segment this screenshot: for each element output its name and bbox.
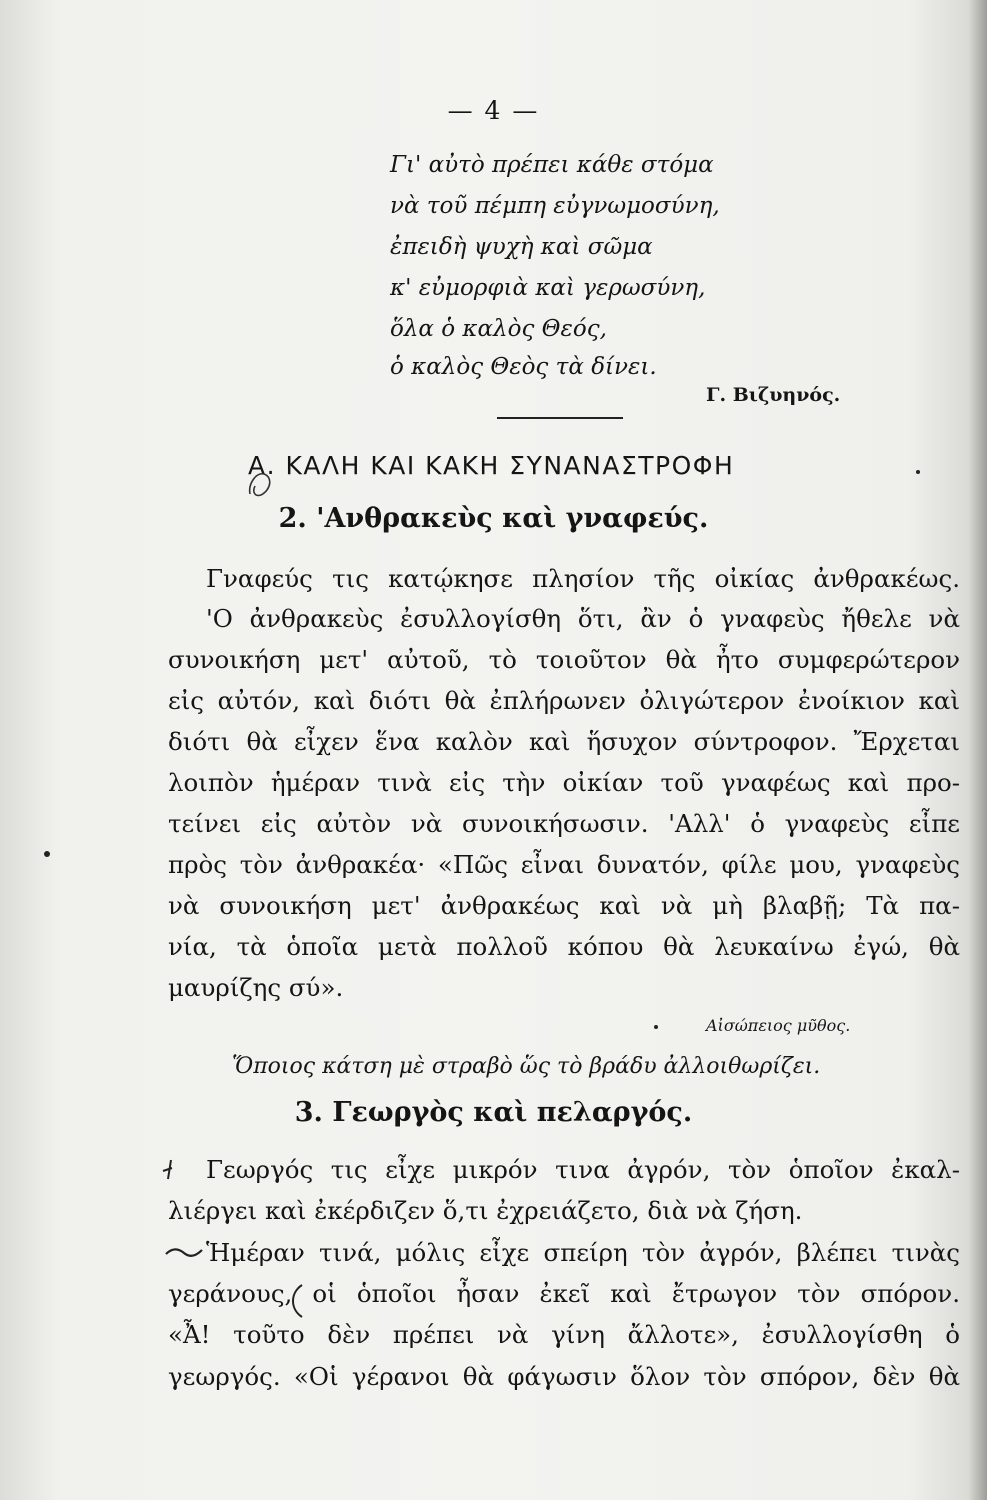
- pencil-mark-icon: [160, 1157, 182, 1181]
- poem-line: Γι' αὐτὸ πρέπει κάθε στόμα: [390, 152, 714, 178]
- story-title: 3. Γεωργὸς καὶ πελαργός.: [294, 1097, 693, 1128]
- poem-line: ἐπειδὴ ψυχὴ καὶ σῶμα: [390, 234, 653, 260]
- text-line: εἰς αὐτόν, καὶ διότι θὰ ἐπλήρωνεν ὀλιγώτερον ἐνοίκιον καὶ: [168, 686, 960, 715]
- text-line: μαυρίζης σύ».: [168, 973, 344, 1002]
- poem-line: νὰ τοῦ πέμπη εὐγνωμοσύνη,: [390, 193, 720, 219]
- text-line: γεράνους, οἱ ὁποῖοι ἦσαν ἐκεῖ καὶ ἔτρωγον τὸν σπόρον.: [168, 1279, 960, 1308]
- story-title: 2. 'Ανθρακεὺς καὶ γναφεύς.: [278, 503, 709, 534]
- section-heading: Α. ΚΑΛΗ ΚΑΙ ΚΑΚΗ ΣΥΝΑΝΑΣΤΡΟΦΗ: [248, 451, 735, 480]
- text-line: νὰ συνοικήση μετ' ἀνθρακέως καὶ νὰ μὴ βλαβῇ; Τὰ πα-: [168, 891, 960, 920]
- text-line: Γναφεύς τις κατῴκησε πλησίον τῆς οἰκίας ἀνθρακέως.: [206, 564, 960, 593]
- text-line: λοιπὸν ἡμέραν τινὰ εἰς τὴν οἰκίαν τοῦ γναφέως καὶ προ-: [168, 768, 960, 797]
- page-number: — 4 —: [447, 96, 540, 125]
- poem-line: κ' εὐμορφιὰ καὶ γερωσύνη,: [390, 275, 706, 301]
- story-source: Αἰσώπειος μῦθος.: [706, 1016, 851, 1035]
- ink-speck-icon: [654, 1025, 658, 1029]
- text-line: νία, τὰ ὁποῖα μετὰ πολλοῦ κόπου θὰ λευκαίνω ἐγώ, θὰ: [168, 932, 960, 961]
- poem-line: ὁ καλὸς Θεὸς τὰ δίνει.: [390, 354, 657, 380]
- section-divider: [497, 417, 623, 419]
- pencil-bracket-icon: [286, 1283, 306, 1319]
- text-line: Γεωργός τις εἶχε μικρόν τινα ἀγρόν, τὸν ὁποῖον ἐκαλ-: [206, 1155, 960, 1184]
- text-line: γεωργός. «Οἱ γέρανοι θὰ φάγωσιν ὅλον τὸν σπόρον, δὲν θὰ: [168, 1362, 960, 1391]
- proverb: Ὅποιος κάτση μὲ στραβὸ ὥς τὸ βράδυ ἀλλοιθωρίζει.: [232, 1054, 821, 1079]
- pencil-arrow-icon: [164, 1244, 204, 1262]
- text-line: 'Ο ἀνθρακεὺς ἐσυλλογίσθη ὅτι, ἂν ὁ γναφεὺς ἤθελε νὰ: [206, 604, 960, 633]
- ink-speck-icon: [44, 851, 50, 857]
- text-line: «Ἆ! τοῦτο δὲν πρέπει νὰ γίνη ἄλλοτε», ἐσυλλογίσθη ὁ: [168, 1320, 960, 1349]
- ink-speck-icon: [916, 470, 920, 474]
- text-line: πρὸς τὸν ἀνθρακέα· «Πῶς εἶναι δυνατόν, φίλε μου, γναφεὺς: [168, 850, 960, 879]
- poem-author: Γ. Βιζυηνός.: [706, 384, 841, 406]
- pencil-scribble-icon: [246, 466, 276, 500]
- text-line: διότι θὰ εἶχεν ἕνα καλὸν καὶ ἥσυχον σύντροφον. Ἔρχεται: [168, 727, 960, 756]
- page-edge: [969, 0, 987, 1500]
- poem-line: ὅλα ὁ καλὸς Θεός,: [390, 316, 607, 342]
- text-line: τείνει εἰς αὐτὸν νὰ συνοικήσωσιν. 'Αλλ' ὁ γναφεὺς εἶπε: [168, 809, 960, 838]
- text-line: Ἡμέραν τινά, μόλις εἶχε σπείρη τὸν ἀγρόν, βλέπει τινὰς: [206, 1238, 960, 1267]
- text-line: λιέργει καὶ ἐκέρδιζεν ὅ,τι ἐχρειάζετο, διὰ νὰ ζήση.: [168, 1196, 803, 1225]
- text-line: συνοικήση μετ' αὐτοῦ, τὸ τοιοῦτον θὰ ἦτο συμφερώτερον: [168, 645, 960, 674]
